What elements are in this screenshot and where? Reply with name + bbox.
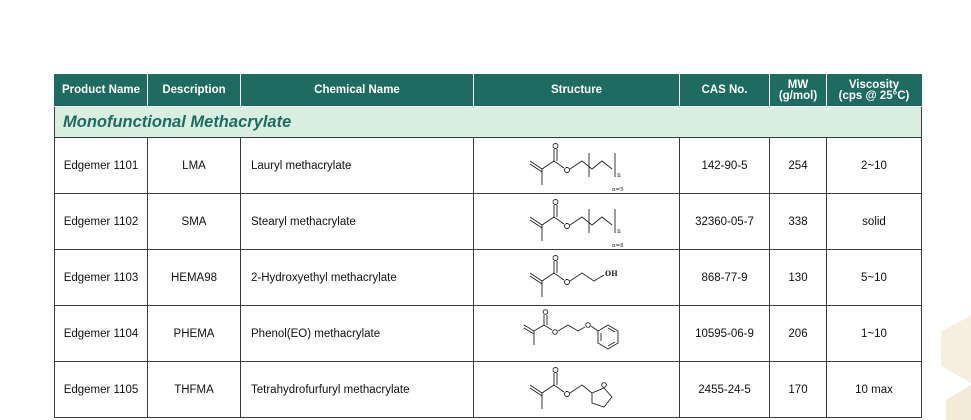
table-row xyxy=(55,250,922,306)
header-chemical-name: Chemical Name xyxy=(241,75,474,107)
structure-n-value: n=8 xyxy=(611,242,624,249)
table-row xyxy=(55,362,922,418)
description-cell: PHEMA xyxy=(148,306,241,362)
mw-cell: 338 xyxy=(770,194,827,250)
cas-cell: 142-90-5 xyxy=(680,138,770,194)
description-cell: HEMA98 xyxy=(148,250,241,306)
header-product-name: Product Name xyxy=(55,75,148,107)
table-row xyxy=(55,194,922,250)
header-mw xyxy=(770,75,827,107)
viscosity-cell: 1~10 xyxy=(827,306,922,362)
category-title: Monofunctional Methacrylate xyxy=(55,107,922,138)
product-table xyxy=(54,74,922,418)
header-viscosity xyxy=(827,75,922,107)
mw-cell: 130 xyxy=(770,250,827,306)
stearyl-methacrylate-structure xyxy=(512,195,642,249)
chemical-name-cell: 2-Hydroxyethyl methacrylate xyxy=(241,250,474,306)
chemical-name-cell: Stearyl methacrylate xyxy=(241,194,474,250)
structure-cell xyxy=(474,194,680,250)
structure-cell xyxy=(474,250,680,306)
structure-cell xyxy=(474,306,680,362)
thfma-structure xyxy=(512,363,642,417)
mw-cell: 254 xyxy=(770,138,827,194)
viscosity-cell: 2~10 xyxy=(827,138,922,194)
header-viscosity-line1: Viscosity xyxy=(848,78,900,91)
chemical-name-cell: Lauryl methacrylate xyxy=(241,138,474,194)
structure-repeat-label: n xyxy=(616,171,621,179)
header-cas-no: CAS No. xyxy=(680,75,770,107)
product-name-cell: Edgemer 1102 xyxy=(55,194,148,250)
structure-oh-label: OH xyxy=(604,268,618,278)
cas-cell: 32360-05-7 xyxy=(680,194,770,250)
category-row xyxy=(55,107,922,138)
structure-cell xyxy=(474,362,680,418)
mw-cell: 170 xyxy=(770,362,827,418)
chemical-name-cell: Tetrahydrofurfuryl methacrylate xyxy=(241,362,474,418)
chemical-name-cell: Phenol(EO) methacrylate xyxy=(241,306,474,362)
product-name-cell: Edgemer 1101 xyxy=(55,138,148,194)
viscosity-cell: solid xyxy=(827,194,922,250)
product-name-cell: Edgemer 1103 xyxy=(55,250,148,306)
cas-cell: 868-77-9 xyxy=(680,250,770,306)
header-structure: Structure xyxy=(474,75,680,107)
mw-cell: 206 xyxy=(770,306,827,362)
structure-cell xyxy=(474,138,680,194)
table-row xyxy=(55,306,922,362)
hema-structure xyxy=(512,251,642,305)
table-header-row xyxy=(55,75,922,107)
viscosity-cell: 10 max xyxy=(827,362,922,418)
viscosity-cell: 5~10 xyxy=(827,250,922,306)
phenol-eo-methacrylate-structure xyxy=(512,307,642,361)
cas-cell: 10595-06-9 xyxy=(680,306,770,362)
description-cell: LMA xyxy=(148,138,241,194)
header-mw-line1: MW xyxy=(787,78,809,91)
description-cell: SMA xyxy=(148,194,241,250)
structure-n-value: n=5 xyxy=(611,186,624,193)
lauryl-methacrylate-structure xyxy=(512,139,642,193)
table-row xyxy=(55,138,922,194)
header-viscosity-line2: (cps @ 25°C) xyxy=(838,89,910,102)
header-mw-line2: (g/mol) xyxy=(778,89,818,102)
cas-cell: 2455-24-5 xyxy=(680,362,770,418)
description-cell: THFMA xyxy=(148,362,241,418)
structure-repeat-label: n xyxy=(616,227,621,235)
product-name-cell: Edgemer 1104 xyxy=(55,306,148,362)
header-description: Description xyxy=(148,75,241,107)
product-name-cell: Edgemer 1105 xyxy=(55,362,148,418)
